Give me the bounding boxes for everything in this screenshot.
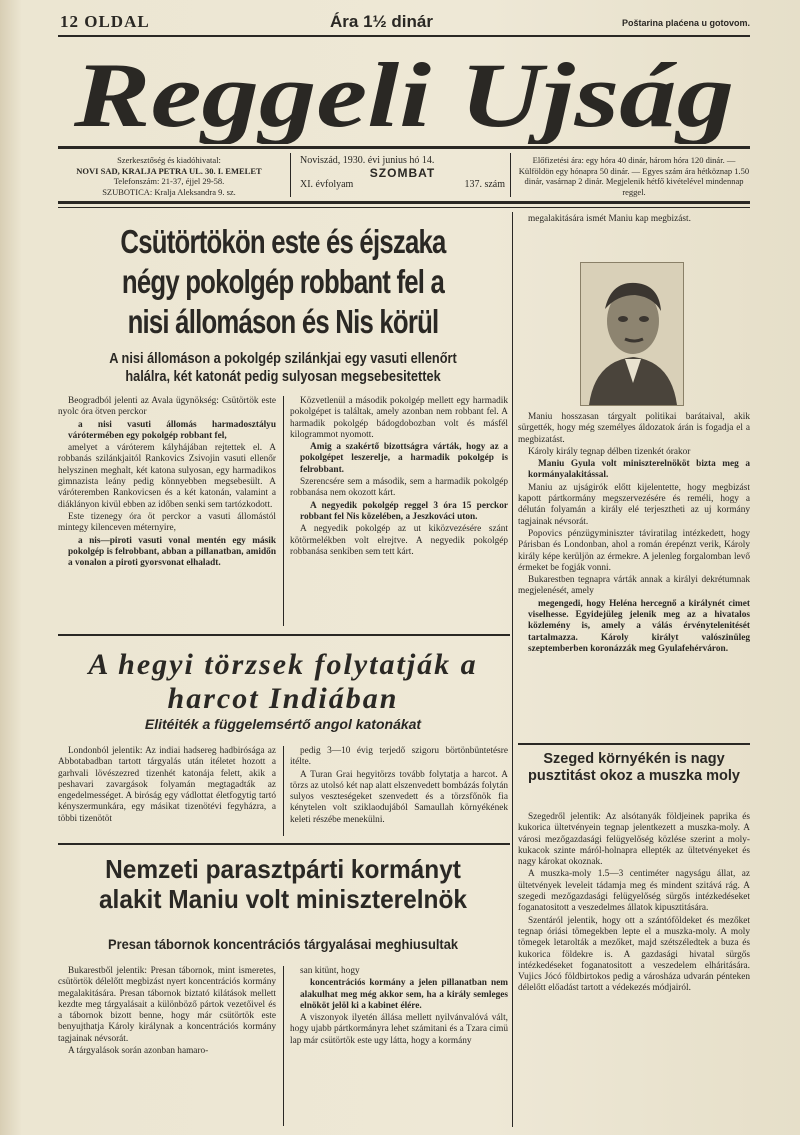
- issue-day: SZOMBAT: [369, 166, 436, 180]
- portrait-drawing: [581, 263, 683, 405]
- paragraph: Szegedről jelentik: Az alsótanyák földjeinek paprika és kukorica ültetvényein tegnap jelentkezett a muszka-moly. A városi mezőgazdasági felügyelőség közlése szerint a moly-kukacok szinte máról-holnapra ellepték az ültetvényeket és nagy károkat okoznak.: [518, 812, 750, 868]
- masthead-logo: [58, 40, 750, 144]
- story2-headline: A hegyi törzsek folytatják a harcot Indiában: [88, 648, 478, 715]
- paragraph: megengedi, hogy Heléna hercegnő a királynét cimet viselhesse. Egyidejüleg jelenik meg az a hivatalos közlemény is, amely a válás érvénytelenitését tartalmazza. Károly királyt valószinüleg szeptemberben koronázzák meg Gyulafehérváron.: [528, 598, 750, 654]
- paragraph: Beogradból jelenti az Avala ügynökség: Csütörtök este nyolc óra ötven perckor: [58, 396, 276, 418]
- col-divider: [283, 396, 284, 626]
- story1-headline: Csütörtökön este és éjszaka négy pokolgép robbant fel a nisi állomáson és Nis körül: [120, 223, 446, 340]
- header-rule-2: [58, 207, 750, 208]
- top-bar: [60, 12, 750, 34]
- info-divider: [290, 153, 291, 197]
- story1-col1: [58, 396, 276, 626]
- story3-col1: [58, 966, 276, 1126]
- right-col-divider: [512, 212, 513, 1127]
- story2-col1: [58, 746, 276, 838]
- info-divider-2: [510, 153, 511, 197]
- issue-date: Noviszád, 1930. évi junius hó 14.: [300, 155, 435, 166]
- paragraph: san kitünt, hogy: [300, 966, 360, 976]
- paragraph: Maniu hosszasan tárgyalt politikai barátaival, akik sürgették, hogy még személyes áldozatok árán is fogadja el a megbizatást.: [518, 412, 750, 445]
- paragraph: Károly király tegnap délben tizenkét órakor: [528, 446, 691, 457]
- paragraph: A negyedik pokolgép az ut kiközvezésére szánt kötörmelékben volt elrejtve. A negyedik pokolgép robbanása senkiben sem tett kárt.: [290, 524, 508, 557]
- paragraph: A tárgyalások során azonban hamaro-: [68, 1046, 209, 1057]
- paragraph: Londonból jelentik: Az indiai hadsereg hadbirósága az Abbotabadban tartott tárgyalás után itéletet hozott a garhvali lövészezred tizenhét katonája felett, akik a peshavari zavargások folyamán megtagadták az engedelmességet. A biróság egy vádlottat életfogytig tartó kényszermunkára, egy másikat tizenötévi fegyházra, a többi tizenötöt: [58, 746, 276, 824]
- price: Ára 1½ dinár: [330, 12, 433, 31]
- story4-rule: [518, 743, 750, 745]
- story3-subhead: Presan tábornok koncentrációs tárgyalásai meghiusultak: [107, 936, 459, 952]
- subscription-info: Előfizetési ára: egy hóra 40 dinár, három hóra 120 dinár. — Külföldön egy hónapra 50 dinár. — Egyes szám ára hétköznap 1.50 dinár, vasárnap 2 dinár. Megjelenik hétfő kivételével mindennap reggel.: [518, 155, 750, 197]
- issue-number: 137. szám: [464, 179, 505, 190]
- col-divider: [283, 746, 284, 836]
- paragraph: Bukarestben tegnapra várták annak a királyi dekrétumnak megjelenését, amely: [518, 575, 750, 597]
- portrait-photo-icon: [580, 262, 684, 406]
- paragraph: Közvetlenül a második pokolgép mellett egy harmadik pokolgépet is találtak, amely azonban nem robbant fel. A harmadik pokolgép bádogdobozban volt és másfél kilogrammot nyomott.: [290, 396, 508, 440]
- header-rule: [58, 201, 750, 204]
- story3-col2: [290, 966, 508, 1126]
- postage-note: Poštarina plaćena u gotovom.: [621, 18, 750, 28]
- paragraph: A muszka-moly 1.5—3 centiméter nagyságu állat, az ültetvények leveleit tádamja meg és mindent szitává rág. A szegedi mezőgazdasági felügyelőség sürgős intézkedéseket foganatositott a veszedelmes állatok kipusztitására.: [518, 869, 750, 914]
- col-divider: [283, 966, 284, 1126]
- story1-rule: [58, 634, 510, 636]
- office-line-1: Szerkesztőség és kiadóhivatal:: [117, 155, 221, 165]
- paragraph: Szentáról jelentik, hogy ott a szántóföldeket és mezőket tegnap óriási tömegekben lepte el a muszka-moly. A moly tömegek letarolták a mezőket, majd szétszéledtek a buza és kukorica földekre is. A gazdasági hivatal sürgős intézkedéseket foganatositott a veszedelem elháritására. Vujics Jócó földbirtokos pedig a városháza udvarán pénteken délelőtt előadást tartott a védekezés módjairól.: [518, 915, 750, 994]
- masthead-title: Reggeli Ujság: [72, 44, 734, 144]
- office-line-2: NOVI SAD, KRALJA PETRA UL. 30. I. EMELET: [76, 165, 262, 176]
- story3-headline: Nemzeti parasztpárti kormányt alakit Maniu volt miniszterelnök: [98, 854, 468, 914]
- top-rule: [58, 35, 750, 37]
- paragraph: Maniu Gyula volt miniszterelnököt bizta meg a kormányalakitással.: [528, 459, 750, 481]
- paragraph: A Turan Grai hegyitörzs tovább folytatja a harcot. A törzs az utolsó két nap alatt elszenvedett bombázás folytán sulyos veszteségeket szenvedett és a törzsfőnök fia kénytelen volt sziklaodujából Samaullah környékének keleti részébe menekülni.: [290, 769, 508, 825]
- paragraph: Este tizenegy óra öt perckor a vasuti állomástól mintegy kilenceven méternyire,: [58, 511, 276, 534]
- story4-headline: Szeged környékén is nagy pusztitást okoz a muszka moly: [528, 751, 740, 784]
- issue-volume: XI. évfolyam: [300, 179, 354, 190]
- issue-info: [300, 155, 505, 191]
- story1-subhead: A nisi állomáson a pokolgép szilánkjai egy vasuti ellenőrt halálra, két katonát pedig sulyosan megsebesitettek: [109, 350, 457, 385]
- masthead: [58, 40, 750, 144]
- paragraph: amelyet a váróterem kályhájában rejtettek el. A robbanás szilánkjaitól Rankovics Zsivojin vasuti ellenőr helyszinen meghalt, két katona sulyosan, egy harmadikos gimnazista leány pedig könnyebben megsebesült. A váróteremben Rankovicsen és a két katonán, valamint a diáklányon kivül ebben az időben senki sem tartózkodott.: [58, 443, 276, 510]
- paragraph: Bukarestből jelentik: Presan tábornok, mint ismeretes, csütörtök délelőtt megbizást nyert koncentrációs kormány megalakitására. Presan tábornok biztató kilátások mellett kezdte meg tárgyalásait a különböző pártok vezetőivel és a tábornok bizott benne, hogy már csütörtök este benyujthatja Károly királynak a koncentrációs kormány tagjainak névsorát.: [58, 966, 276, 1044]
- office-line-4: SZUBOTICA: Kralja Aleksandra 9. sz.: [102, 186, 236, 197]
- page-number: 12 OLDAL: [60, 12, 150, 31]
- paragraph: A viszonyok ilyetén állása mellett nyilvánvalóvá vált, hogy ujabb pártkormányra lehet számitani és a Tzara cimü lap már csütörtök este ugy látta, hogy a kormány: [290, 1013, 508, 1046]
- right-col-body: [518, 412, 750, 742]
- paragraph: Maniu az ujságirók előtt kijelentette, hogy megbizást kapott pártkormány megszervezésére és reméli, hogy a délután folyamán a király elé terjesztheti az uj kormány tagjainak névsorát.: [518, 482, 750, 527]
- paragraph: a nis—piroti vasuti vonal mentén egy másik pokolgép is felrobbant, abban a pillanatban, amidőn a vonalon a piroti gyorsvonat elhaladt.: [68, 535, 276, 569]
- story2-col2: [290, 746, 508, 838]
- paragraph: Amig a szakértő bizottságra várták, hogy az a pokolgépet leszerelje, a harmadik pokolgép is felrobbant.: [300, 442, 508, 475]
- story1-col2: [290, 396, 508, 626]
- office-info: [58, 155, 280, 197]
- paragraph: megalakitására ismét Maniu kap megbizást.: [528, 214, 691, 224]
- paragraph: Szerencsére sem a második, sem a harmadik pokolgép robbanása nem okozott kárt.: [290, 477, 508, 499]
- masthead-rule: [58, 146, 750, 149]
- paragraph: A negyedik pokolgép reggel 3 óra 15 perckor robbant fel Nis közelében, a Jeszkováci uton.: [300, 500, 508, 522]
- paragraph: pedig 3—10 évig terjedő szigoru börtönbüntetésre itélte.: [290, 746, 508, 768]
- office-line-3: Telefonszám: 21-37, éjjel 29-58.: [113, 176, 225, 186]
- paragraph: Popovics pénzügyminiszter táviratilag intézkedett, hogy Párisban és Londonban, ahol a román érepénzt verik, Károly király képe kerüljön az érmekre. A jelenleg forgalomban levő érmeket be fogják vonni.: [518, 528, 750, 573]
- right-col-top: [518, 214, 750, 244]
- paragraph: koncentrációs kormány a jelen pillanatban nem alakulhat meg még akkor sem, ha a király semleges elnököt jelöl ki a kabinet élére.: [300, 978, 508, 1011]
- story2-rule: [58, 843, 510, 845]
- story4-body: [518, 812, 750, 1127]
- paragraph: a nisi vasuti állomás harmadosztályu várótermében egy pokolgép robbant fel,: [68, 419, 276, 441]
- story2-subhead: Elitéiték a függelemsértő angol katonákat: [144, 716, 422, 732]
